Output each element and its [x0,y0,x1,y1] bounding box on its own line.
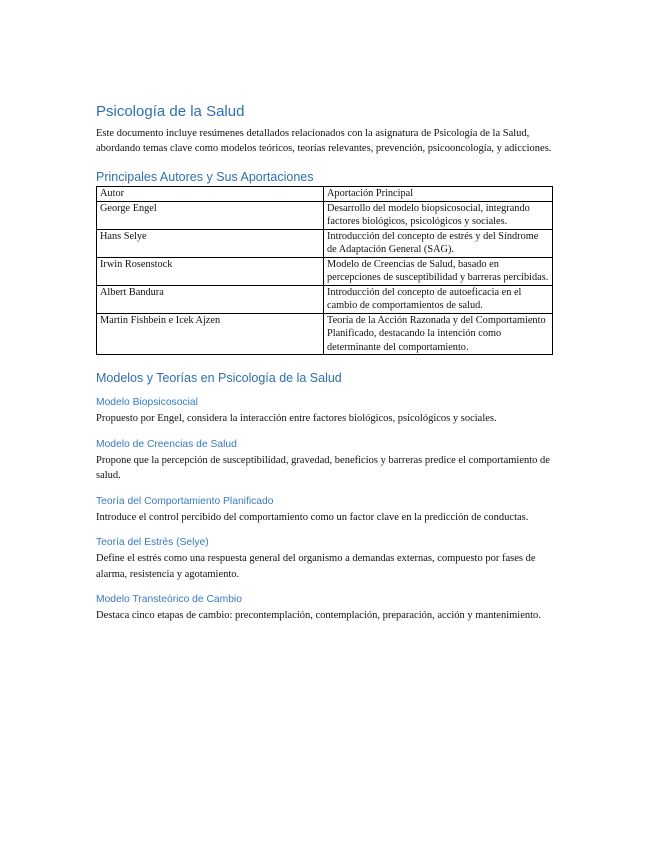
author-cell: Albert Bandura [97,285,324,313]
table-row [97,285,553,313]
author-cell: Martin Fishbein e Icek Ajzen [97,313,324,355]
model-section [96,439,558,484]
model-description: Propuesto por Engel, considera la interacción entre factores biológicos, psicológicos y sociales. [96,413,497,424]
contribution-cell: Desarrollo del modelo biopsicosocial, integrando factores biológicos, psicológicos y sociales. [324,201,553,229]
document-content [96,103,558,636]
authors-table [96,186,553,355]
model-section [96,594,558,624]
model-title: Teoría del Estrés (Selye) [96,537,209,548]
contribution-cell: Teoría de la Acción Razonada y del Comportamiento Planificado, destacando la intención como determinante del comportamiento. [324,313,553,355]
author-cell: Irwin Rosenstock [97,257,324,285]
column-header-contribution: Aportación Principal [324,187,553,202]
table-row [97,313,553,355]
model-description: Propone que la percepción de susceptibilidad, gravedad, beneficios y barreras predice el comportamiento de salud. [96,454,550,481]
model-title: Modelo Biopsicosocial [96,397,198,408]
model-description: Destaca cinco etapas de cambio: precontemplación, contemplación, preparación, acción y mantenimiento. [96,610,541,621]
table-row [97,201,553,229]
intro-paragraph: Este documento incluye resúmenes detallados relacionados con la asignatura de Psicología de la Salud, abordando temas clave como modelos teóricos, teorías relevantes, prevención, psicooncología, y adicciones. [96,128,552,154]
contribution-cell: Introducción del concepto de autoeficacia en el cambio de comportamientos de salud. [324,285,553,313]
author-cell: George Engel [97,201,324,229]
model-title: Modelo Transteórico de Cambio [96,594,242,605]
model-title: Modelo de Creencias de Salud [96,438,237,450]
table-row [97,257,553,285]
table-row [97,229,553,257]
model-description: Define el estrés como una respuesta general del organismo a demandas externas, compuesto por fases de alarma, resistencia y agotamiento. [96,553,536,580]
page-title: Psicología de la Salud [96,103,245,120]
contribution-cell: Modelo de Creencias de Salud, basado en percepciones de susceptibilidad y barreras percibidas. [324,257,553,285]
model-title: Teoría del Comportamiento Planificado [96,495,274,507]
model-section [96,496,558,526]
column-header-author: Autor [97,187,324,202]
authors-heading: Principales Autores y Sus Aportaciones [96,170,314,184]
contribution-cell: Introducción del concepto de estrés y del Síndrome de Adaptación General (SAG). [324,229,553,257]
table-header-row [97,187,553,202]
models-heading: Modelos y Teorías en Psicología de la Salud [96,371,342,385]
model-description: Introduce el control percibido del comportamiento como un factor clave en la predicción de conductas. [96,511,529,523]
author-cell: Hans Selye [97,229,324,257]
model-section [96,397,558,427]
model-section [96,537,558,582]
